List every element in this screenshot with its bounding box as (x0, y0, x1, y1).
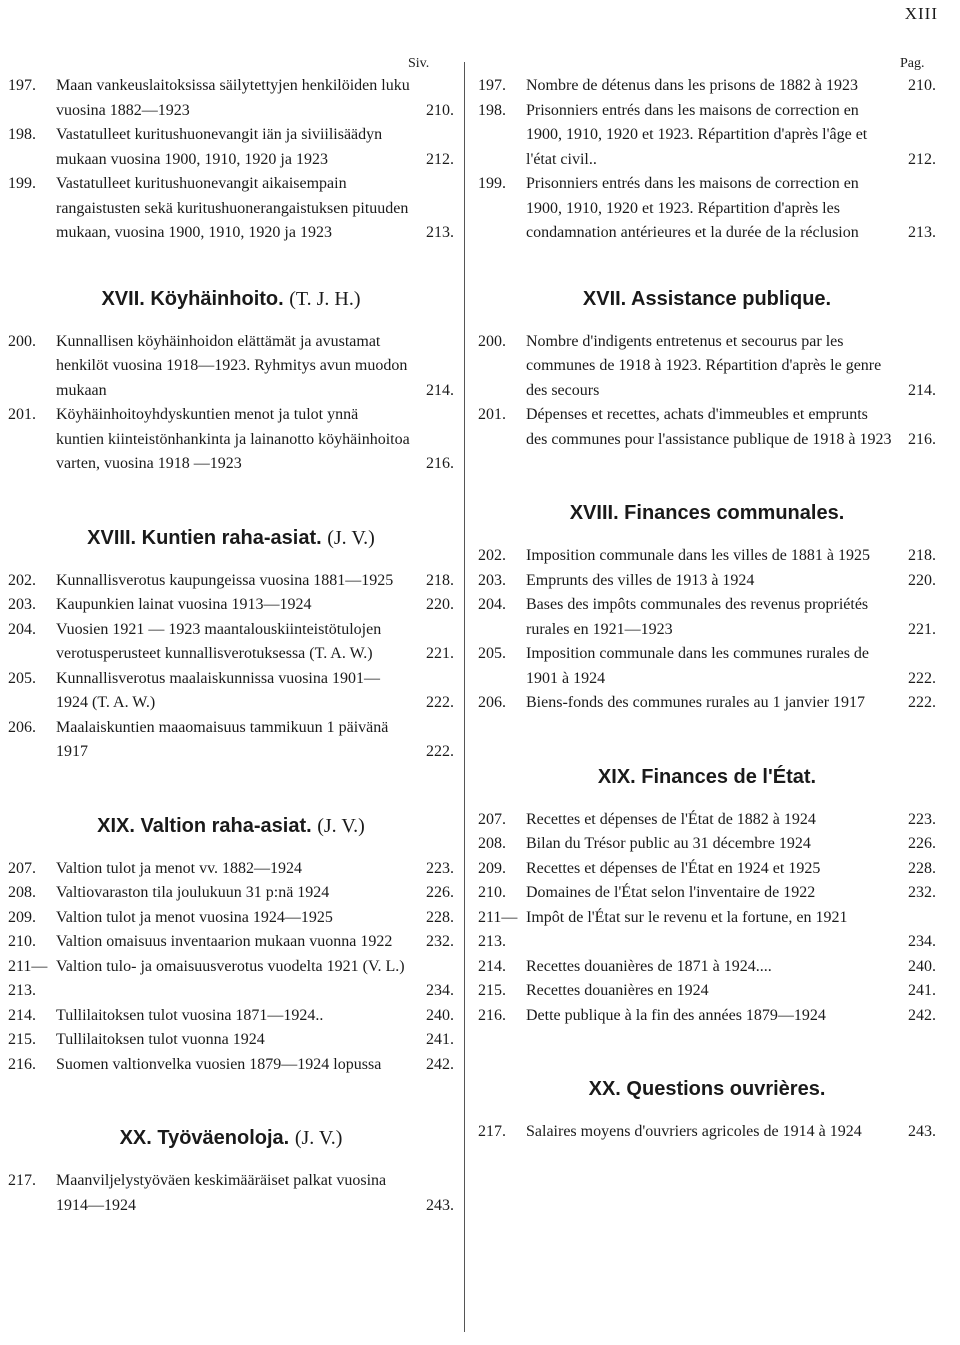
toc-section (478, 1076, 936, 1145)
page-ref: 241. (426, 1031, 454, 1048)
table-title: Kunnallisverotus maalaiskunnissa vuosina 1901—1924 (T. A. W.) (56, 669, 380, 711)
table-number: 197. (478, 77, 506, 94)
section-title: XX. Questions ouvrières. (588, 1078, 826, 1100)
page-ref: 228. (426, 908, 454, 926)
section-heading (8, 813, 454, 839)
page-ref: 240. (426, 1006, 454, 1024)
table-title: Imposition communale dans les villes de 1881 à 1925 (526, 547, 870, 564)
page-ref: 226. (908, 835, 936, 852)
table-title: Imposition communale dans les communes rurales de 1901 à 1924 (526, 645, 870, 687)
page-ref: 223. (908, 810, 936, 828)
table-number: 215. (8, 1031, 36, 1048)
table-title: Vastatulleet kuritushuonevangit aikaisempain rangaistusten sekä kuritushuonerangaistuksen pituuden mukaan, vuosina 1900, 1910, 1920 ja 1923 (56, 175, 409, 241)
page-ref: 221. (426, 645, 454, 662)
toc-entry (478, 857, 936, 882)
page-ref: 222. (908, 694, 936, 711)
toc-entry (8, 74, 454, 123)
table-title: Recettes et dépenses de l'État en 1924 et 1925 (526, 859, 821, 877)
toc-entry (8, 172, 454, 246)
toc-section (8, 286, 454, 477)
table-title: Valtion tulo- ja omaisuusverotus vuodelta 1921 (V. L.) (56, 957, 405, 975)
table-title: Kaupunkien lainat vuosina 1913—1924 (56, 596, 312, 613)
section-author: (T. J. H.) (289, 287, 361, 310)
page-ref: 241. (908, 982, 936, 999)
section-title: XVII. Assistance publique. (582, 287, 832, 310)
table-title: Dette publique à la fin des années 1879—1924 (526, 1006, 826, 1024)
toc-entry (478, 642, 936, 691)
page-ref: 216. (426, 455, 454, 472)
table-number: 201. (478, 406, 506, 423)
page-ref: 210. (908, 77, 936, 94)
table-title: Maanviljelystyöväen keskimääräiset palkat vuosina 1914—1924 (56, 1172, 387, 1214)
table-title: Valtion omaisuus inventaarion mukaan vuonna 1922 (56, 933, 393, 950)
toc-entry (8, 906, 454, 931)
table-number: 206. (8, 718, 36, 736)
section-heading (478, 764, 936, 790)
page-ref: 220. (908, 571, 936, 589)
toc-entry (478, 1120, 936, 1145)
table-title: Valtion tulot ja menot vv. 1882—1924 (56, 859, 303, 877)
table-number: 205. (478, 645, 506, 662)
section-heading (8, 525, 454, 551)
toc-entry (8, 881, 454, 906)
section-title: XIX. Finances de l'État. (597, 765, 817, 788)
intro-entries (8, 74, 454, 246)
page-ref: 213. (426, 224, 454, 241)
section-author: (J. V.) (327, 526, 375, 549)
toc-entry (8, 716, 454, 765)
table-number: 201. (8, 406, 36, 423)
table-title: Biens-fonds des communes rurales au 1 janvier 1917 (526, 694, 866, 711)
toc-entry (8, 569, 454, 594)
table-title: Vuosien 1921 — 1923 maantalouskiinteistötulojen verotusperusteet kunnallisverotuksessa (T. A. W.) (56, 620, 382, 662)
table-title: Bases des impôts communales des revenus propriétés rurales en 1921—1923 (526, 596, 869, 638)
toc-entry (478, 403, 936, 452)
column-divider (464, 62, 465, 1332)
toc-entry (478, 172, 936, 246)
french-column (478, 74, 936, 1145)
table-title: Recettes douanières de 1871 à 1924.... (526, 957, 772, 975)
toc-entry (478, 881, 936, 906)
table-number: 198. (8, 126, 36, 143)
page-ref: 220. (426, 596, 454, 613)
section-heading (8, 286, 454, 312)
section-title: XVIII. Kuntien raha-asiat. (87, 526, 322, 549)
toc-entry (478, 569, 936, 594)
toc-entry (478, 74, 936, 99)
table-number: 209. (8, 908, 36, 926)
toc-entry (8, 1028, 454, 1053)
table-title: Recettes et dépenses de l'État de 1882 à 1924 (526, 810, 816, 828)
table-title: Tullilaitoksen tulot vuosina 1871—1924.. (56, 1006, 324, 1024)
page-ref: 232. (908, 884, 936, 901)
table-title: Suomen valtionvelka vuosien 1879—1924 lopussa (56, 1055, 382, 1073)
page-ref: 234. (908, 933, 936, 950)
table-title: Nombre de détenus dans les prisons de 1882 à 1923 (526, 77, 858, 94)
page-ref: 214. (426, 381, 454, 399)
table-number: 204. (8, 620, 36, 638)
section-heading (8, 1125, 454, 1151)
page-ref: 214. (908, 381, 936, 399)
table-title: Valtion tulot ja menot vuosina 1924—1925 (56, 908, 333, 926)
toc-section (8, 813, 454, 1078)
toc-section (478, 500, 936, 716)
table-number: 198. (478, 101, 506, 119)
page-ref: 234. (426, 982, 454, 999)
table-title: Dépenses et recettes, achats d'immeubles et emprunts des communes pour l'assistance publique de 1918 à 1923 (526, 406, 892, 448)
page-ref: 218. (908, 547, 936, 564)
table-number: 210. (478, 884, 506, 901)
toc-entry (478, 808, 936, 833)
toc-section (478, 286, 936, 453)
table-number: 205. (8, 669, 36, 687)
table-number: 216. (478, 1006, 506, 1024)
table-number: 211—213. (8, 957, 48, 999)
table-number: 202. (8, 571, 36, 589)
table-title: Recettes douanières en 1924 (526, 982, 709, 999)
page-ref: 213. (908, 224, 936, 241)
table-title: Nombre d'indigents entretenus et secourus par les communes de 1918 à 1923. Répartition d'après le genre des secours (526, 332, 882, 399)
toc-entry (8, 330, 454, 404)
page-ref: 232. (426, 933, 454, 950)
toc-entry (8, 1169, 454, 1218)
page-ref: 222. (908, 669, 936, 687)
page-ref: 221. (908, 620, 936, 638)
page-ref: 228. (908, 859, 936, 877)
table-title: Emprunts des villes de 1913 à 1924 (526, 571, 755, 589)
toc-entry (478, 979, 936, 1004)
toc-entry (8, 1053, 454, 1078)
toc-entry (478, 832, 936, 857)
page-ref: 216. (908, 430, 936, 448)
toc-section (8, 1125, 454, 1218)
table-title: Tullilaitoksen tulot vuonna 1924 (56, 1031, 265, 1048)
page-ref: 222. (426, 743, 454, 760)
table-title: Prisonniers entrés dans les maisons de correction en 1900, 1910, 1920 et 1923. Répartition d'après les condamnation antérieures et la durée de la réclusion (526, 175, 859, 241)
table-title: Kunnallisverotus kaupungeissa vuosina 1881—1925 (56, 571, 394, 589)
section-title: XVII. Köyhäinhoito. (101, 287, 284, 310)
table-title: Prisonniers entrés dans les maisons de correction en 1900, 1910, 1920 et 1923. Répartition d'après l'âge et l'état civil.. (526, 101, 868, 168)
section-heading (478, 1076, 936, 1102)
table-number: 202. (478, 547, 506, 564)
toc-entry (478, 330, 936, 404)
table-number: 207. (478, 810, 506, 828)
table-number: 207. (8, 859, 36, 877)
page-ref: 243. (908, 1123, 936, 1140)
table-title: Bilan du Trésor public au 31 décembre 1924 (526, 835, 811, 852)
toc-entry (8, 930, 454, 955)
toc-entry (478, 906, 936, 955)
section-title: XIX. Valtion raha-asiat. (97, 814, 312, 837)
toc-entry (478, 955, 936, 980)
page-column-header-fr: Pag. (900, 56, 925, 71)
table-number: 199. (478, 175, 506, 192)
page-ref: 212. (426, 150, 454, 168)
table-number: 203. (8, 596, 36, 613)
table-number: 203. (478, 571, 506, 589)
toc-entry (478, 99, 936, 173)
page-ref: 240. (908, 957, 936, 975)
table-title: Salaires moyens d'ouvriers agricoles de 1914 à 1924 (526, 1123, 862, 1140)
table-title: Impôt de l'État sur le revenu et la fortune, en 1921 (526, 908, 848, 926)
table-number: 208. (8, 884, 36, 901)
section-heading (478, 286, 936, 312)
table-title: Valtiovaraston tila joulukuun 31 p:nä 1924 (56, 884, 330, 901)
toc-entry (8, 955, 454, 1004)
table-number: 215. (478, 982, 506, 999)
toc-entry (8, 618, 454, 667)
page-column-header-fi: Siv. (408, 56, 430, 71)
table-title: Köyhäinhoitoyhdyskuntien menot ja tulot ynnä kuntien kiinteistönhankinta ja lainanotto köyhäinhoitoa varten, vuosina 1918 —1923 (56, 406, 410, 472)
toc-entry (8, 403, 454, 477)
toc-section (478, 764, 936, 1029)
toc-entry (478, 691, 936, 716)
section-title: XVIII. Finances communales. (569, 502, 845, 524)
table-number: 208. (478, 835, 506, 852)
table-number: 214. (8, 1006, 36, 1024)
table-title: Domaines de l'État selon l'inventaire de 1922 (526, 884, 816, 901)
page-ref: 243. (426, 1196, 454, 1214)
table-title: Vastatulleet kuritushuonevangit iän ja siviilisäädyn mukaan vuosina 1900, 1910, 1920 ja 1923 (56, 126, 383, 168)
toc-section (8, 525, 454, 765)
table-number: 211—213. (478, 908, 518, 950)
toc-entry (8, 857, 454, 882)
page-ref: 222. (426, 694, 454, 711)
toc-entry (8, 593, 454, 618)
table-number: 214. (478, 957, 506, 975)
table-number: 217. (8, 1172, 36, 1189)
toc-entry (478, 593, 936, 642)
table-title: Kunnallisen köyhäinhoidon elättämät ja avustamat henkilöt vuosina 1918—1923. Ryhmitys avun muodon mukaan (56, 332, 408, 399)
intro-entries (478, 74, 936, 246)
section-heading (478, 500, 936, 526)
table-number: 200. (478, 332, 506, 350)
section-author: (J. V.) (317, 814, 365, 837)
toc-entry (8, 667, 454, 716)
table-number: 197. (8, 77, 36, 94)
page-ref: 242. (908, 1006, 936, 1024)
table-title: Maalaiskuntien maaomaisuus tammikuun 1 päivänä 1917 (56, 718, 389, 760)
finnish-column (8, 74, 454, 1218)
table-number: 200. (8, 332, 36, 350)
table-number: 217. (478, 1123, 506, 1140)
toc-entry (478, 1004, 936, 1029)
page-ref: 242. (426, 1055, 454, 1073)
page-number: XIII (904, 4, 938, 23)
page-ref: 226. (426, 884, 454, 901)
table-number: 216. (8, 1055, 36, 1073)
table-number: 199. (8, 175, 36, 192)
table-number: 204. (478, 596, 506, 613)
page-ref: 212. (908, 150, 936, 168)
toc-entry (8, 123, 454, 172)
section-title: XX. Työväenoloja. (119, 1127, 290, 1149)
section-author: (J. V.) (294, 1127, 343, 1149)
table-number: 209. (478, 859, 506, 877)
page-ref: 223. (426, 859, 454, 877)
page-ref: 218. (426, 571, 454, 589)
table-title: Maan vankeuslaitoksissa säilytettyjen henkilöiden luku vuosina 1882—1923 (56, 77, 410, 119)
toc-entry (478, 544, 936, 569)
toc-entry (8, 1004, 454, 1029)
table-number: 210. (8, 933, 36, 950)
table-number: 206. (478, 694, 506, 711)
page-ref: 210. (426, 101, 454, 119)
